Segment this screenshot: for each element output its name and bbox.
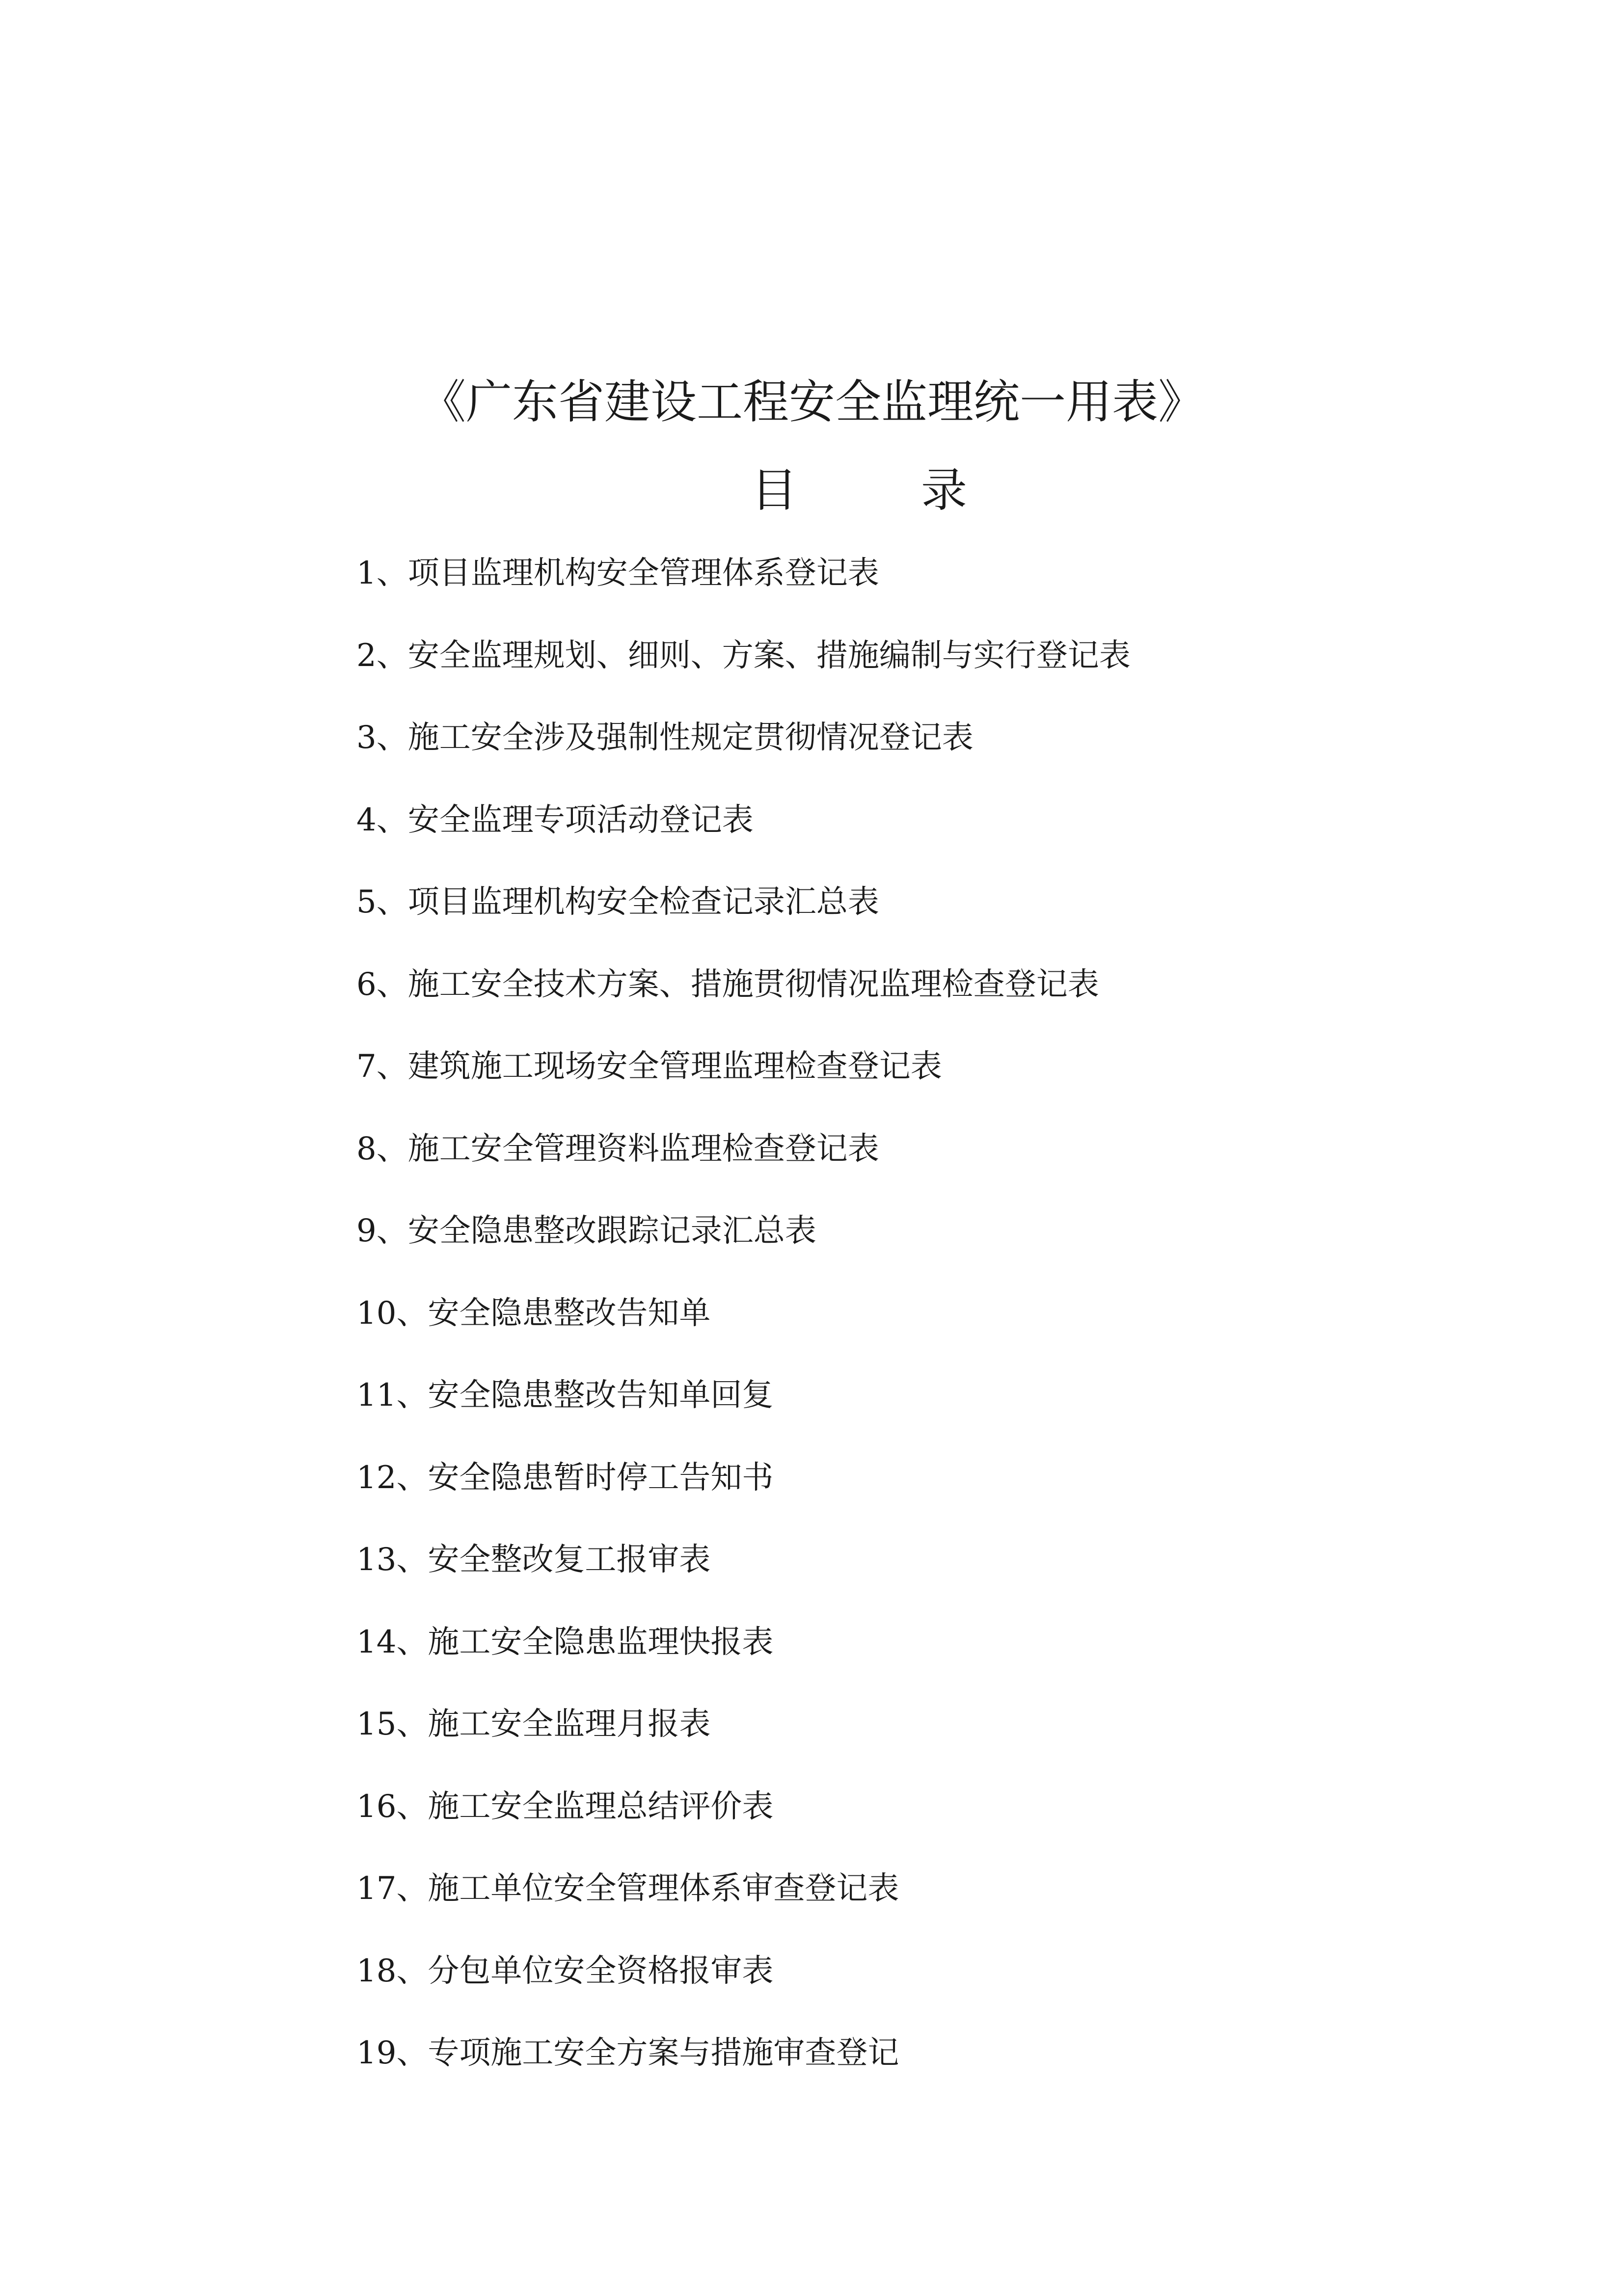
toc-heading-char-2: 录 [921,464,968,517]
document-title: 《广东省建设工程安全监理统一用表》 [419,375,1204,429]
toc-item-3: 3、施工安全涉及强制性规定贯彻情况登记表 [356,720,974,756]
toc-item-16: 16、施工安全监理总结评价表 [356,1788,774,1825]
toc-item-7: 7、建筑施工现场安全管理监理检查登记表 [356,1048,942,1085]
toc-item-8: 8、施工安全管理资料监理检查登记表 [356,1130,879,1167]
toc-item-11: 11、安全隐患整改告知单回复 [356,1377,774,1414]
toc-heading-char-1: 目 [751,464,798,517]
toc-item-1: 1、项目监理机构安全管理体系登记表 [356,555,879,591]
toc-item-4: 4、安全监理专项活动登记表 [356,801,754,838]
toc-item-18: 18、分包单位安全资格报审表 [356,1952,774,1989]
toc-item-13: 13、安全整改复工报审表 [356,1542,711,1578]
toc-item-2: 2、安全监理规划、细则、方案、措施编制与实行登记表 [356,637,1131,674]
toc-item-15: 15、施工安全监理月报表 [356,1706,711,1742]
toc-item-12: 12、安全隐患暂时停工告知书 [356,1459,774,1496]
toc-item-9: 9、安全隐患整改跟踪记录汇总表 [356,1213,816,1249]
toc-heading [0,461,1624,520]
toc-item-19: 19、专项施工安全方案与措施审查登记 [356,2035,899,2071]
toc-item-5: 5、项目监理机构安全检查记录汇总表 [356,884,879,920]
toc-list [356,549,1131,2111]
toc-item-6: 6、施工安全技术方案、措施贯彻情况监理检查登记表 [356,966,1099,1003]
toc-item-17: 17、施工单位安全管理体系审查登记表 [356,1870,899,1907]
toc-item-14: 14、施工安全隐患监理快报表 [356,1624,774,1660]
toc-item-10: 10、安全隐患整改告知单 [356,1295,711,1332]
